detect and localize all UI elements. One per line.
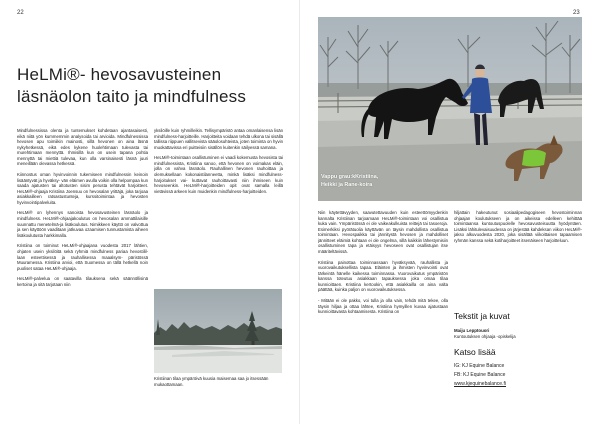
contact-heading: Katso lisää [454,347,496,357]
photo-caption-left: Kristiinan tilaa ympäröivä kuusia maisemaa saa jo itsessään mukaottamaan. [154,376,269,387]
paragraph: Kristiina painottaa toiminnassaan hyväksyvää, rauhallista ja vuorovaikutuksellista tapaa. Eläinten ja ihmisten hyvinvointi ovat tärkeintä hänelle kaikessa toiminnassa. Vuorovaikutus ympäristön kanssa toteutuu asiakkaan tapauksessa joka omaa tilaa kunnioittaen. Kristiina kertookin, että asiakkailla on aina valta päättää, kuinka paljon on vuorovaikutuksessa. [318,259,448,293]
contact-instagram: IG: KJ Equine Balance [454,363,505,369]
right-column-1 [318,210,448,421]
credits-heading: Tekstit ja kuvat [454,311,510,321]
paragraph: HeLMi® on lyhennys sanoista hevosavusteinen läsnäolo ja mindfulness. HeLMi®-ohjaajakoulutus on hevosalan ammattilaisille suunnattu menetelmä-ja lisäkoulutus. Nimikkeen käyttö on valvottua ja sen käyttöön vaaditaan jatkuvaa ozaamisen tunnustamista aiheen lisäkoulutusta harkkimalla. [17,210,148,238]
credit-name: Maiju Lepptouori [454,328,490,333]
paragraph: - Mitään ei ole pakko, voi tulla ja olla vain, tehdä mitä tekee, olla täysin hiljaa ja ottaa lähtee, Kristiina hymyillen kuvaa ajatustaan kunnioittavasta kohtaamisesta. Kristiina on [318,298,448,315]
paragraph: hiljattain hakeutunut sosiaalipedagogiseen hevostoiminnan ohjaajan koulutukseen ja on aikeissa edelleen kehittää toimintaansa kuntoutuspuolelle hevosavusteisuutta hyödyntäen. Lisäksi lähitulevaisuudessa on järjestää kahdeksan viikon HeLMi®-jakso alkuvuodesta 2020, joka sisältää viikoittaisen tapaamisen ryhmän kanssa sekä kotiharjoitteet itsenäiseen harjoitteluun. [454,210,582,243]
paragraph: Kristiina on toiminut HeLMi®-ohjaajana vuodesta 2017 lähtien, ohjaten usein yksilöitä sekä ryhmiä mindfulness pariaa hevostilil- laan esteettisessä ja rauhallisessa maaalsym- päristössä Muuramessa. Kristiina arvioi, että Suomessa on tällä hetkellä noin puoliset sataa HeLMi®-ohjaaja. [17,243,148,271]
paragraph: HeLMi®-toimintaan osallistuminen ei vaadi kokemusta hevosista tai mindfulnessista, Kristiina sanoo, että hevonen on voimakas eläin, jolla on vahva läsnäolo. Rauhallinen hevonen rauhoittaa ja olemuksellaan kokonaistilanneetta, minkä lisäksi mindfulness-harjoitukset vai- kuttavat rauhoittavasti niin ihmiseen kuin hevoseenkin. HeLMi®-harjoitteiden opit ovat samalla leillä vietävissä arkeen kuin muidenkin mindfulness-harjoitteiden. [154,155,283,194]
page-number-left: 22 [17,10,24,16]
paragraph: Niin käytettävyyden, saavutettavuuden kuin esteettömyydenkin kannalta Kristiinan tarjoamaan HeLMi®-toimintaan voi osallistua kuka vain. Ympäristössä ei ole vaikeakulkuista reittejä tai tasoeroja. Esimerkiksi pyörätuolia käyttävän on täysin mahdollista osallistua toimintaan. Hevospaikka tai jännitystä hevosen ja mahdolliset jännitteet eläimiä kohtaan ei ole ongelma, sillä kaikkiin lähestymisiin osallistuminen tapa ja etäisyys hevoseen ovat osallistujan itse määriteltävissä. [318,210,448,254]
right-page [300,0,600,424]
left-column-2 [154,128,283,238]
winter-landscape-photo [154,289,282,373]
paragraph: HeLMi®-palvelua on saatavilla tilauksena sekä säännöllisinä kertoina ja sitä tarjotaan niin [17,276,148,287]
credit-role: Kuntoutuksen ohjaaja -opiskelija [454,333,516,339]
paragraph: Kiinnostus oman hyvinvoinnin tukemiseen mindfulnessin keinoin lisääntyvät ja hyväksy- vän eläimen avulla voikin olla helpompaa kun saada ajatusten tai altotusten sisim perusta tehtävät harjoitteet. HeLMi®-ohjaaja Kristiina Joensuu on hevosalan yrittäjä, joka tarjoaa asiakkailleen ratsastustunteja, kurssitoimintaa ja hevosten hyvinvointipalveluita. [17,172,148,205]
title-line-1: HeLMi®- hevosavusteinen [17,65,222,84]
left-column-1 [17,128,148,419]
website-link[interactable]: www.kjequinebalance.fi [454,381,506,387]
caption-line-1: Vappu grau:kKristiina, [321,174,379,180]
page-number-right: 23 [573,10,580,16]
paragraph: yksilöille kuin ryhmilleikin. Tellisympäristö antaa omanlaisensa lisän mindfulness-harjoitteille. Harjoitteita voidaan tehdä ulkona tai sisällä tallissa riippuen vallitsevista sääolosuhteista, joten toiminta on hyvin muokattavissa eri puitteisiin sisällön kuitenkin säilyessä samana. [154,128,283,150]
credits-block [454,311,584,389]
article-title [17,64,292,108]
caption-line-2: Heikki ja Rane-koira [321,181,373,188]
paragraph: Mindfulnessissa olenta ja tuntemukset kohdetaan ajantasaisesti, eikä niitä yön kummemmin analysoida tai arvioida. Mindfulnessissa hevosen apu toimiikin mainosti, sillä hevonen on aina läsnä nykyhetkessä, eikä edes kykene huolehtimaan tulevasta tai murehtimaan mennyttä. Ihmisillä kun on usein tapana pohtia mennyttä tai miettiä tulevaa, kun olla varsinaisesti läsnä juuri meneillään olevassa hetkessä. [17,128,148,167]
title-line-2: läsnäolon taito ja mindfulness [17,87,247,106]
right-column-2 [454,210,582,302]
contact-facebook: FB: KJ Equine Balance [454,372,506,378]
photo-caption-right [321,174,378,189]
